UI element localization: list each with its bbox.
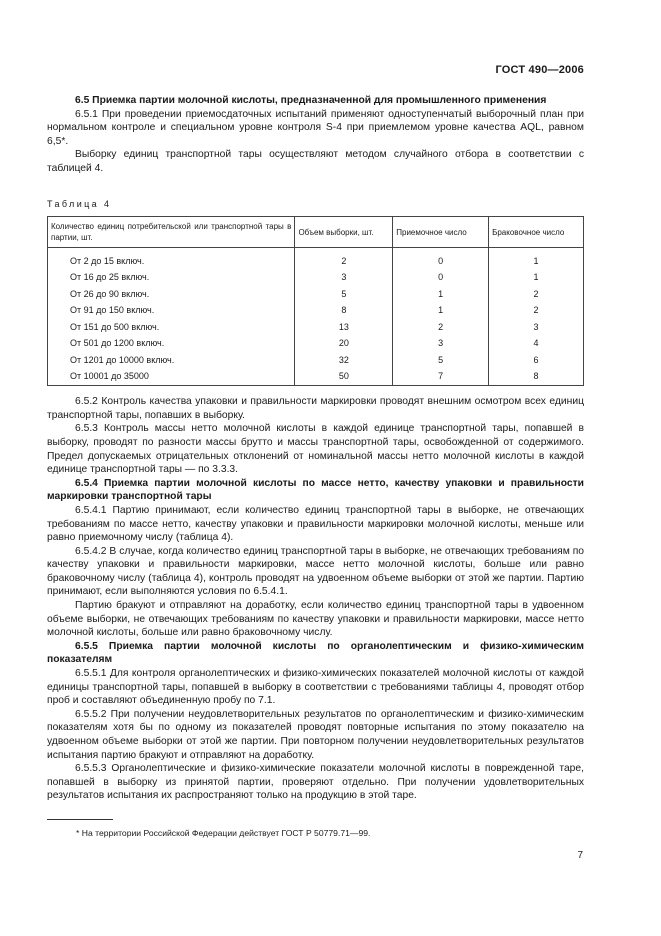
cell-acceptance-number: 7 [393, 369, 489, 386]
paragraph: 6.5.5.3 Органолептические и физико-химические показатели молочной кислоты в поврежденной таре, попавшей в выборку из принятой партии, проверяют отдельно. При получении удовлетворительных результатов испытания их распространяют только на продукцию в этой таре. [47, 763, 584, 802]
table-row [48, 352, 584, 369]
page-number: 7 [577, 850, 583, 861]
cell-rejection-number: 4 [489, 336, 584, 353]
table-row [48, 286, 584, 303]
paragraph: 6.5.2 Контроль качества упаковки и правильности маркировки проводят внешним осмотром всех единиц транспортной тары, попавших в выборку. [47, 396, 584, 421]
cell-lot-size: От 91 до 150 включ. [48, 303, 295, 320]
table-row [48, 270, 584, 287]
cell-sample-size: 8 [295, 303, 393, 320]
paragraph: 6.5.3 Контроль массы нетто молочной кислоты в каждой единице транспортной тары, попавшей в выборку, проводят по разности массы брутто и массы транспортной тары, освобожденной от содержимого. Предел допускаемых отрицательных отклонений от номинальной массы нетто молочной кислоты в каждой единице транспортной тары — по 3.3.3. [47, 423, 584, 476]
cell-rejection-number: 2 [489, 286, 584, 303]
cell-lot-size: От 16 до 25 включ. [48, 270, 295, 287]
header-lot-size: Количество единиц потребительской или транспортной тары в партии, шт. [48, 217, 295, 248]
cell-sample-size: 5 [295, 286, 393, 303]
paragraph: 6.5.4.1 Партию принимают, если количество единиц транспортной тары в выборке, не отвечающих требованиям по массе нетто, качеству упаковки и правильности маркировки молочной кислоты, меньше или равно приемочному числу (таблица 4). [47, 504, 584, 544]
cell-rejection-number: 3 [489, 319, 584, 336]
table-row [48, 253, 584, 270]
table-row [48, 303, 584, 320]
paragraph: 6.5.5.1 Для контроля органолептических и физико-химических показателей молочной кислоты от каждой единицы транспортной тары, попавшей в выборку в соответствии с требованиями таблицы 4, проводят отбор проб и составляют объединенную пробу по 7.1. [47, 668, 584, 707]
cell-acceptance-number: 0 [393, 253, 489, 270]
bottom-paragraphs [47, 395, 584, 803]
cell-sample-size: 50 [295, 369, 393, 386]
paragraph: Выборку единиц транспортной тары осуществляют методом случайного отбора в соответствии с таблицей 4. [47, 149, 584, 174]
cell-rejection-number: 6 [489, 352, 584, 369]
cell-sample-size: 2 [295, 253, 393, 270]
footnote: * На территории Российской Федерации действует ГОСТ Р 50779.71—99. [76, 828, 371, 838]
cell-acceptance-number: 5 [393, 352, 489, 369]
section-heading: 6.5.5 Приемка партии молочной кислоты по органолептическим и физико-химическим показателям [47, 640, 584, 666]
header-sample-size: Объем выборки, шт. [295, 217, 393, 248]
paragraph: 6.5.4.2 В случае, когда количество единиц транспортной тары в выборке, не отвечающих требованиям по качеству упаковки и правильности маркировки, массе нетто молочной кислоты, больше или равно браковочному числу (таблица 4), контроль проводят на удвоенном объеме выборки от этой же партии. Партию принимают, если выполняются условия по 6.5.4.1. [47, 545, 584, 598]
section-heading: 6.5.4 Приемка партии молочной кислоты по массе нетто, качеству упаковки и правильности маркировки транспортной тары [47, 477, 584, 503]
table-header-row [48, 217, 584, 248]
cell-rejection-number: 1 [489, 270, 584, 287]
cell-lot-size: От 26 до 90 включ. [48, 286, 295, 303]
cell-sample-size: 13 [295, 319, 393, 336]
cell-rejection-number: 8 [489, 369, 584, 386]
table-caption: Таблица 4 [47, 198, 112, 209]
paragraph: 6.5.5.2 При получении неудовлетворительных результатов по органолептическим и физико-химическим показателям хотя бы по одному из показателей проводят повторные испытания по этому показателю на удвоенном объеме выборки от этой же партии. При повторном получении неудовлетворительных результатов испытания партию бракуют и отправляют на доработку. [47, 708, 584, 761]
document-code-header: ГОСТ 490—2006 [495, 64, 584, 76]
paragraph: Партию бракуют и отправляют на доработку, если количество единиц транспортной тары в удвоенном объеме выборки, не отвечающих требованиям по качеству упаковки и правильности маркировки, массе нетто молочной кислоты, больше или равно браковочному числу. [47, 600, 584, 639]
cell-rejection-number: 2 [489, 303, 584, 320]
sampling-table [47, 216, 584, 386]
cell-sample-size: 3 [295, 270, 393, 287]
cell-sample-size: 20 [295, 336, 393, 353]
cell-acceptance-number: 1 [393, 303, 489, 320]
footnote-divider [47, 819, 113, 820]
cell-lot-size: От 10001 до 35000 [48, 369, 295, 386]
cell-lot-size: От 151 до 500 включ. [48, 319, 295, 336]
table-row [48, 336, 584, 353]
cell-acceptance-number: 0 [393, 270, 489, 287]
cell-sample-size: 32 [295, 352, 393, 369]
document-body [47, 94, 584, 803]
header-acceptance-number: Приемочное число [393, 217, 489, 248]
cell-acceptance-number: 1 [393, 286, 489, 303]
cell-lot-size: От 501 до 1200 включ. [48, 336, 295, 353]
section-heading: 6.5 Приемка партии молочной кислоты, предназначенной для промышленного применения [75, 95, 547, 106]
top-paragraphs [47, 94, 584, 176]
header-rejection-number: Браковочное число [489, 217, 584, 248]
cell-acceptance-number: 3 [393, 336, 489, 353]
cell-acceptance-number: 2 [393, 319, 489, 336]
table-row [48, 319, 584, 336]
cell-rejection-number: 1 [489, 253, 584, 270]
cell-lot-size: От 2 до 15 включ. [48, 253, 295, 270]
cell-lot-size: От 1201 до 10000 включ. [48, 352, 295, 369]
table-row [48, 369, 584, 386]
paragraph: 6.5.1 При проведении приемосдаточных испытаний применяют одноступенчатый выборочный план при нормальном контроле и специальном уровне контроля S-4 при приемлемом уровне качества AQL, равном 6,5*. [47, 108, 584, 147]
